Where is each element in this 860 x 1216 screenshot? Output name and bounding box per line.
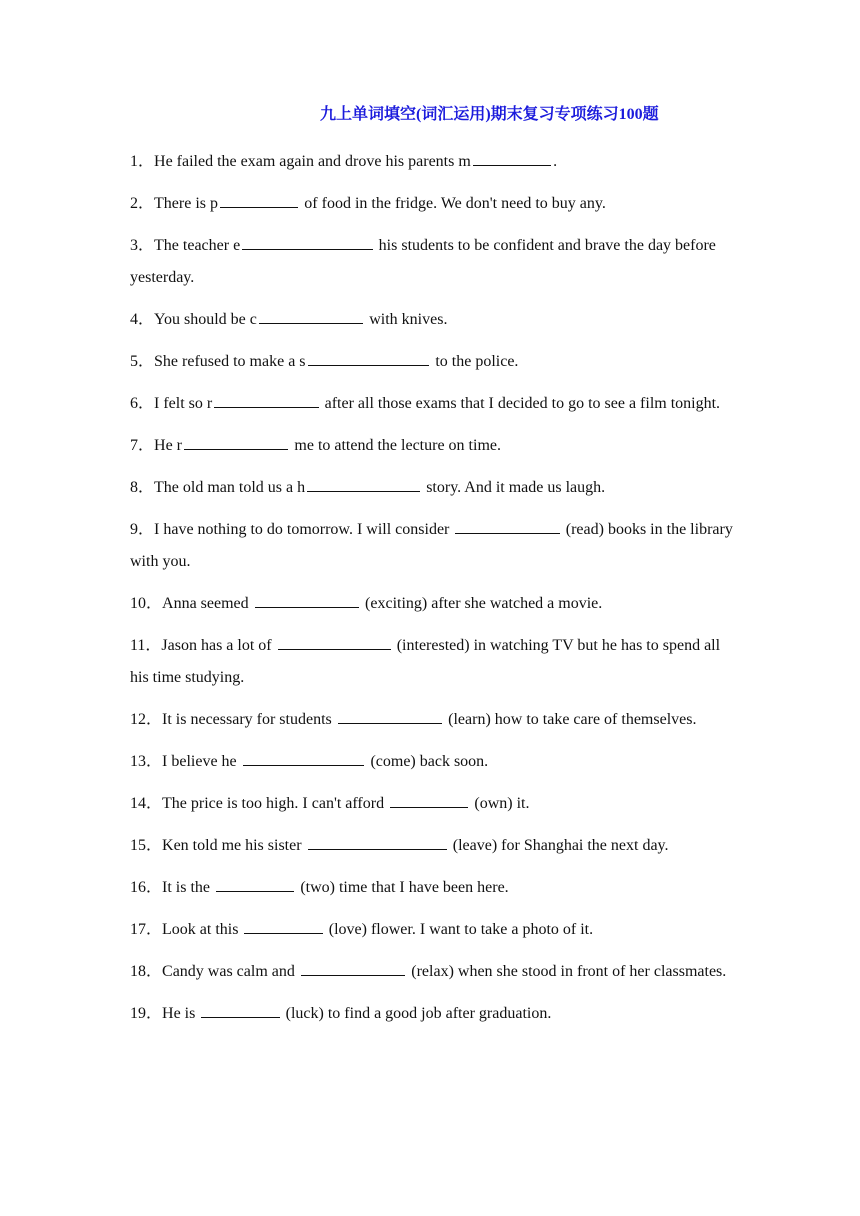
question-text-before: The price is too high. I can't afford — [162, 795, 389, 812]
question-text-after: (read) books in the library with you. — [130, 521, 737, 570]
question-text-before: He failed the exam again and drove his parents m — [154, 153, 471, 170]
answer-blank[interactable] — [214, 391, 318, 408]
question-text-before: There is p — [154, 195, 218, 212]
question-item — [130, 588, 740, 620]
question-text-after: (relax) when she stood in front of her classmates. — [407, 963, 727, 980]
question-text-before: He is — [162, 1005, 200, 1022]
question-text-before: I believe he — [162, 753, 241, 770]
question-number: 18． — [130, 963, 163, 980]
answer-blank[interactable] — [278, 633, 391, 650]
answer-blank[interactable] — [307, 475, 420, 492]
question-text-before: You should be c — [154, 311, 257, 328]
question-text-after: to the police. — [431, 353, 519, 370]
answer-blank[interactable] — [338, 707, 442, 724]
question-number: 16． — [130, 879, 163, 896]
answer-blank[interactable] — [308, 349, 430, 366]
question-item — [130, 146, 740, 178]
question-text-after: (leave) for Shanghai the next day. — [448, 837, 669, 854]
question-text-before: Jason has a lot of — [161, 637, 276, 654]
question-item — [130, 746, 740, 778]
question-item — [130, 830, 740, 862]
question-number: 15． — [130, 837, 163, 854]
question-item — [130, 346, 740, 378]
question-item — [130, 956, 740, 988]
answer-blank[interactable] — [390, 791, 468, 808]
question-item — [130, 388, 740, 420]
answer-blank[interactable] — [220, 191, 298, 208]
question-item — [130, 872, 740, 904]
question-text-before: It is the — [162, 879, 215, 896]
question-text-before: It is necessary for students — [162, 711, 336, 728]
question-item — [130, 914, 740, 946]
question-text-before: I felt so r — [154, 395, 213, 412]
question-text-after: (luck) to find a good job after graduation. — [281, 1005, 552, 1022]
question-number: 7． — [130, 437, 155, 454]
question-item — [130, 472, 740, 504]
answer-blank[interactable] — [242, 233, 373, 250]
question-number: 11． — [130, 637, 162, 654]
question-number: 10． — [130, 595, 163, 612]
question-text-before: He r — [154, 437, 182, 454]
question-number: 1． — [130, 153, 155, 170]
question-number: 4． — [130, 311, 155, 328]
question-number: 5． — [130, 353, 155, 370]
question-number: 19． — [130, 1005, 163, 1022]
question-text-before: Look at this — [162, 921, 243, 938]
question-text-after: his students to be confident and brave the day before yesterday. — [130, 237, 720, 286]
question-number: 2． — [130, 195, 155, 212]
question-text-before: Anna seemed — [162, 595, 253, 612]
question-text-after: (exciting) after she watched a movie. — [361, 595, 603, 612]
question-text-before: The teacher e — [154, 237, 241, 254]
question-number: 13． — [130, 753, 163, 770]
answer-blank[interactable] — [455, 517, 559, 534]
question-item — [130, 188, 740, 220]
question-text-after: . — [553, 153, 558, 170]
question-item — [130, 788, 740, 820]
answer-blank[interactable] — [259, 307, 363, 324]
question-text-after: (own) it. — [470, 795, 530, 812]
question-text-after: after all those exams that I decided to go to see a film tonight. — [320, 395, 721, 412]
answer-blank[interactable] — [308, 833, 447, 850]
answer-blank[interactable] — [301, 959, 405, 976]
question-item — [130, 514, 740, 578]
question-text-after: story. And it made us laugh. — [422, 479, 606, 496]
answer-blank[interactable] — [255, 591, 359, 608]
answer-blank[interactable] — [216, 875, 294, 892]
question-number: 9． — [130, 521, 155, 538]
question-item — [130, 630, 740, 694]
question-text-after: (interested) in watching TV but he has to spend all his time studying. — [130, 637, 725, 686]
question-item — [130, 998, 740, 1030]
question-number: 12． — [130, 711, 163, 728]
question-text-after: with knives. — [365, 311, 448, 328]
question-text-after: (learn) how to take care of themselves. — [444, 711, 697, 728]
page-title: 九上单词填空(词汇运用)期末复习专项练习100题 — [320, 106, 659, 123]
question-number: 17． — [130, 921, 163, 938]
question-item — [130, 230, 740, 294]
answer-blank[interactable] — [201, 1001, 279, 1018]
question-text-before: She refused to make a s — [154, 353, 306, 370]
answer-blank[interactable] — [244, 917, 322, 934]
question-item — [130, 304, 740, 336]
question-number: 3． — [130, 237, 155, 254]
question-text-after: me to attend the lecture on time. — [290, 437, 501, 454]
answer-blank[interactable] — [184, 433, 288, 450]
question-text-after: (love) flower. I want to take a photo of it. — [324, 921, 594, 938]
question-text-before: Candy was calm and — [162, 963, 299, 980]
question-item — [130, 430, 740, 462]
question-number: 6． — [130, 395, 155, 412]
question-item — [130, 704, 740, 736]
question-list — [130, 146, 740, 1040]
question-text-before: I have nothing to do tomorrow. I will consider — [154, 521, 454, 538]
question-text-after: (come) back soon. — [366, 753, 489, 770]
question-number: 14． — [130, 795, 163, 812]
question-text-before: The old man told us a h — [154, 479, 306, 496]
question-text-before: Ken told me his sister — [162, 837, 306, 854]
question-number: 8． — [130, 479, 155, 496]
question-text-after: (two) time that I have been here. — [296, 879, 509, 896]
answer-blank[interactable] — [473, 149, 551, 166]
question-text-after: of food in the fridge. We don't need to buy any. — [300, 195, 606, 212]
answer-blank[interactable] — [243, 749, 365, 766]
